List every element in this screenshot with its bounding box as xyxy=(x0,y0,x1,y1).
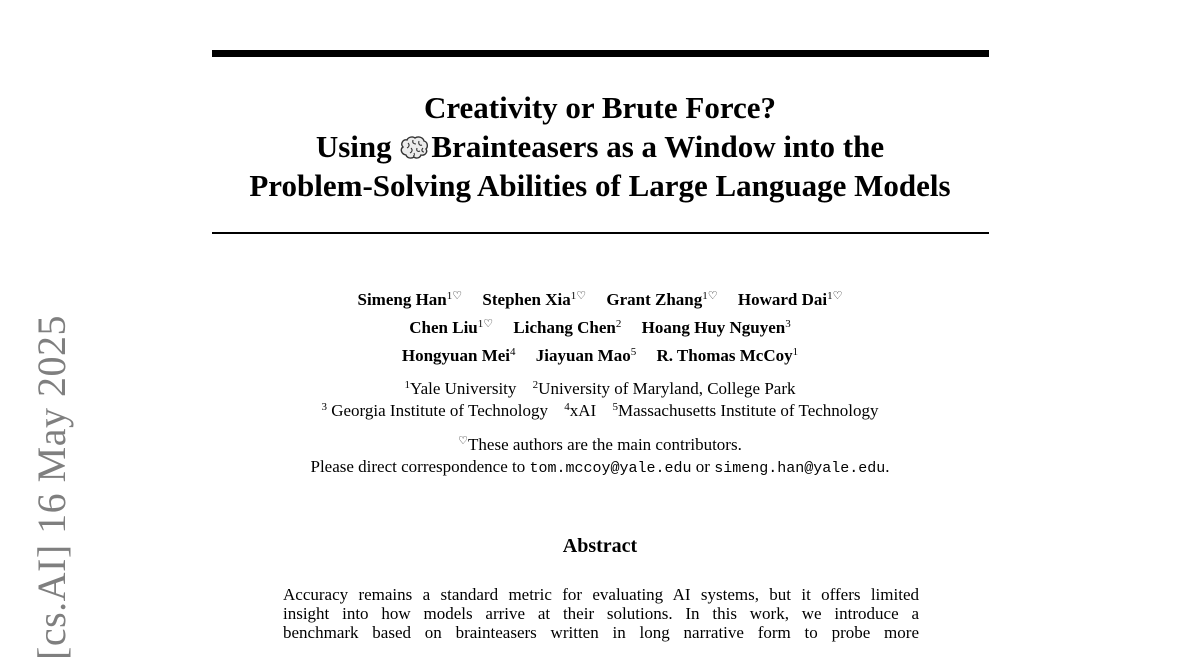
abstract-line: benchmark based on brainteasers written in long narrative form to probe more xyxy=(283,623,919,642)
affiliation-sup: 3 xyxy=(321,401,327,413)
correspondence-suffix: . xyxy=(885,457,890,476)
author-sup: 1 xyxy=(792,346,799,358)
author xyxy=(738,290,843,309)
author-name: Jiayuan Mao xyxy=(535,346,631,365)
affiliation xyxy=(612,401,878,420)
affiliation-name: xAI xyxy=(569,401,597,420)
arxiv-stamp xyxy=(29,315,74,660)
abstract-line: insight into how models arrive at their solutions. In this work, we introduce a xyxy=(283,604,919,623)
affiliation-row xyxy=(200,400,1000,422)
correspondence-middle: or xyxy=(691,457,715,476)
contributors-block xyxy=(200,434,1000,480)
author-name: Hongyuan Mei xyxy=(401,346,511,365)
author-name: Stephen Xia xyxy=(482,290,571,309)
affiliation-name: Georgia Institute of Technology xyxy=(326,401,549,420)
affiliation-name: Massachusetts Institute of Technology xyxy=(617,401,879,420)
brain-icon xyxy=(399,135,429,161)
title-rule xyxy=(212,232,989,234)
author-name: Chen Liu xyxy=(409,318,478,337)
author-sup: 3 xyxy=(785,318,791,330)
author xyxy=(482,290,586,309)
abstract-body xyxy=(283,585,919,642)
author-row xyxy=(200,342,1000,370)
title-line-2-prefix: Using xyxy=(315,129,400,164)
email-link-1[interactable]: tom.mccoy@yale.edu xyxy=(529,460,692,477)
author-sup: 1♡ xyxy=(446,290,463,302)
author xyxy=(656,346,798,365)
title-line-1: Creativity or Brute Force? xyxy=(423,90,777,125)
author xyxy=(402,346,516,365)
abstract-line: Accuracy remains a standard metric for evaluating AI systems, but it offers limited xyxy=(283,585,919,604)
author-sup: 4 xyxy=(510,346,516,358)
author xyxy=(513,318,621,337)
author-name: Hoang Huy Nguyen xyxy=(641,318,786,337)
author xyxy=(409,318,493,337)
author xyxy=(642,318,791,337)
affiliation-sup: 1 xyxy=(404,379,410,391)
correspondence-line xyxy=(200,456,1000,480)
author-list xyxy=(200,286,1000,370)
author-sup: 1♡ xyxy=(702,290,718,302)
author-row xyxy=(200,286,1000,314)
author-name: R. Thomas McCoy xyxy=(656,346,793,365)
heart-mark: ♡ xyxy=(458,435,469,447)
author-name: Grant Zhang xyxy=(606,290,703,309)
author xyxy=(358,290,463,309)
author xyxy=(536,346,636,365)
title-line-2 xyxy=(200,127,1000,166)
arxiv-stamp-text: [cs.AI] 16 May 2025 xyxy=(29,315,74,660)
affiliation-name: Yale University xyxy=(410,379,517,398)
title-line-2-rest: Brainteasers as a Window into the xyxy=(431,129,885,164)
affiliation xyxy=(405,379,517,398)
affiliations xyxy=(200,378,1000,422)
author-name: Lichang Chen xyxy=(513,318,616,337)
contributors-note xyxy=(200,434,1000,456)
affiliation-sup: 5 xyxy=(612,401,618,413)
title-line-3: Problem-Solving Abilities of Large Language Models xyxy=(249,168,951,203)
author-row xyxy=(200,314,1000,342)
contributors-note-text: These authors are the main contributors. xyxy=(468,435,742,454)
author-name: Howard Dai xyxy=(737,290,828,309)
email-link-2[interactable]: simeng.han@yale.edu xyxy=(714,460,886,477)
affiliation-sup: 4 xyxy=(564,401,570,413)
top-rule xyxy=(212,50,989,57)
abstract-heading: Abstract xyxy=(562,535,638,557)
correspondence-prefix: Please direct correspondence to xyxy=(310,457,530,476)
affiliation-name: University of Maryland, College Park xyxy=(538,379,796,398)
affiliation-sup: 2 xyxy=(532,379,539,391)
author-sup: 2 xyxy=(615,318,622,330)
author-sup: 1♡ xyxy=(570,290,587,302)
affiliation xyxy=(564,401,596,420)
author-name: Simeng Han xyxy=(357,290,447,309)
author xyxy=(606,290,717,309)
affiliation xyxy=(321,401,548,420)
affiliation xyxy=(533,379,796,398)
paper-title xyxy=(200,88,1000,205)
affiliation-row xyxy=(200,378,1000,400)
author-sup: 1♡ xyxy=(827,290,843,302)
author-sup: 1♡ xyxy=(477,318,494,330)
author-sup: 5 xyxy=(630,346,637,358)
